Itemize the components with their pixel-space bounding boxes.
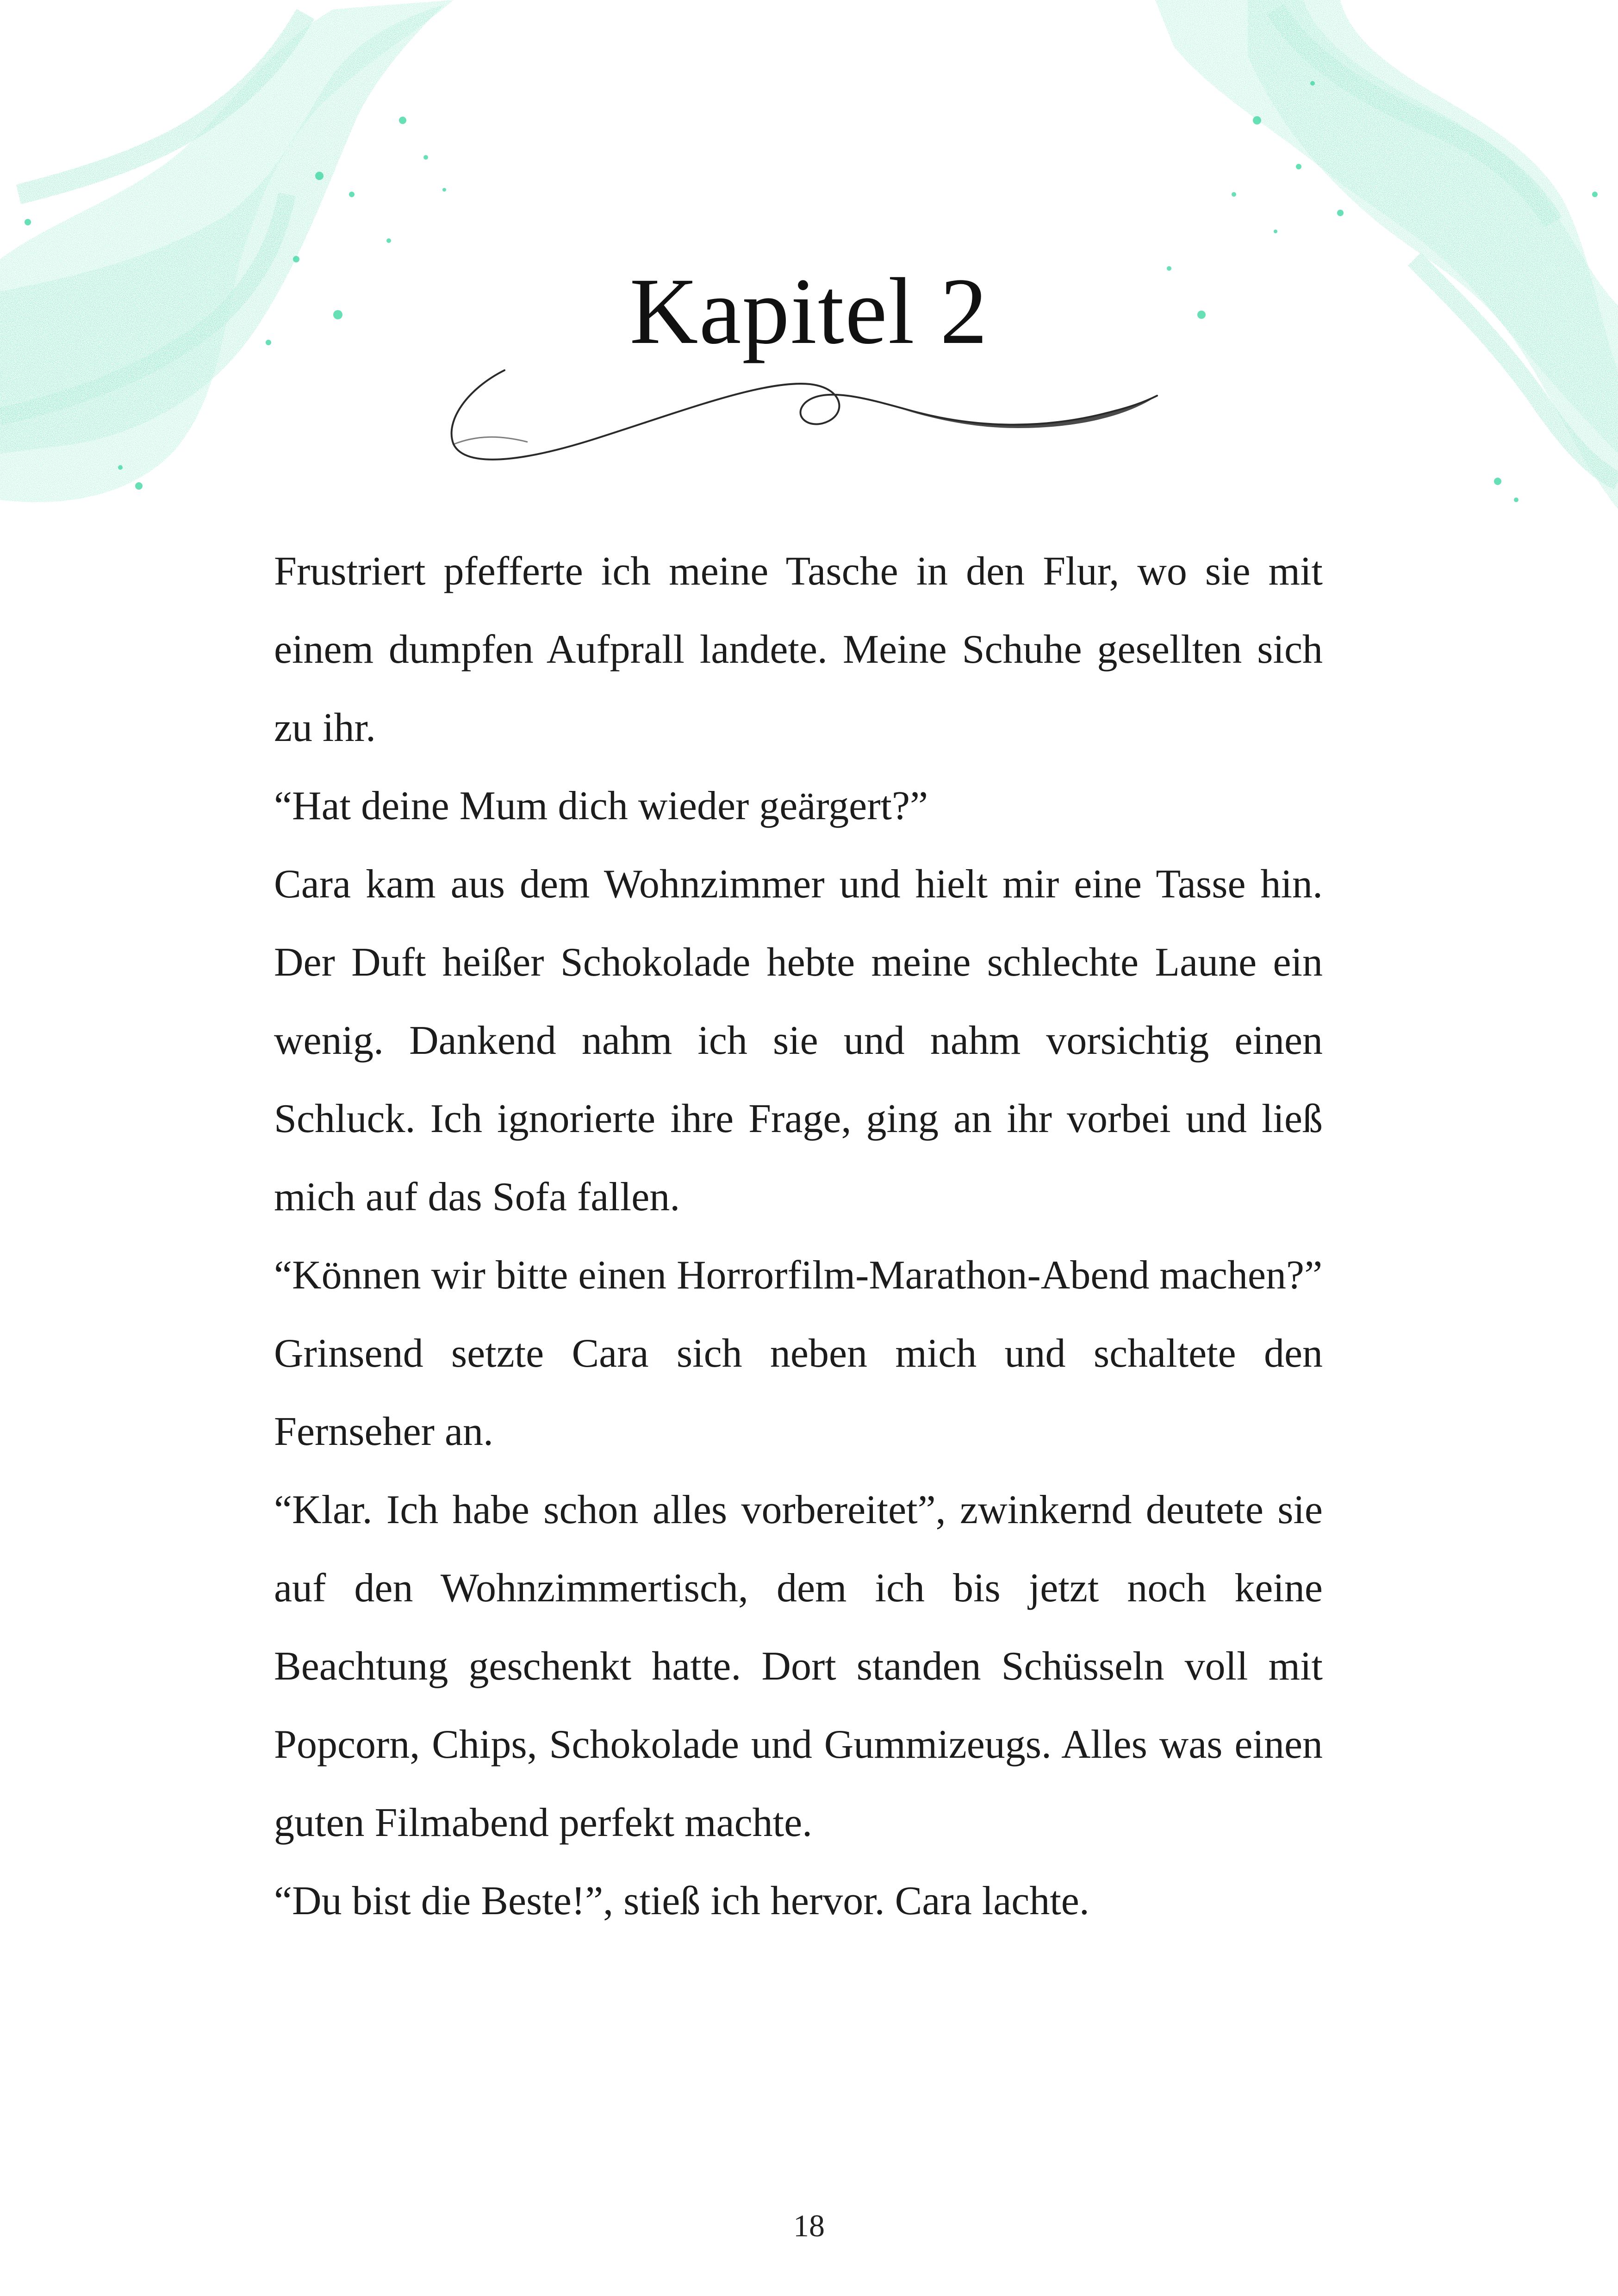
chapter-title: Kapitel 2	[629, 259, 989, 364]
paragraph: Frustriert pfefferte ich meine Tasche in den Flur, wo sie mit einem dumpfen Aufprall landete. Meine Schuhe gesellten sich zu ihr.	[274, 549, 1323, 750]
paragraph: “Können wir bitte einen Horrorfilm-Marathon-Abend machen?”	[274, 1253, 1323, 1298]
paragraph: “Hat deine Mum dich wieder geärgert?”	[274, 784, 928, 828]
paragraph: Cara kam aus dem Wohnzimmer und hielt mir eine Tasse hin. Der Duft heißer Schokolade hebte meine schlechte Laune ein wenig. Dankend nahm ich sie und nahm vorsichtig einen Schluck. Ich ignorierte ihre Frage, ging an ihr vorbei und ließ mich auf das Sofa fallen.	[274, 862, 1323, 1220]
flourish-divider	[440, 342, 1180, 481]
paragraph: “Du bist die Beste!”, stieß ich hervor. Cara lachte.	[274, 1879, 1089, 1923]
paragraph: “Klar. Ich habe schon alles vorbereitet”, zwinkernd deutete sie auf den Wohnzimmertisch, dem ich bis jetzt noch keine Beachtung geschenkt hatte. Dort standen Schüsseln voll mit Popcorn, Chips, Schokolade und Gummizeugs. Alles was einen guten Filmabend perfekt machte.	[274, 1487, 1323, 1845]
page-number: 18	[793, 2208, 825, 2243]
chapter-body	[274, 532, 1323, 1940]
paragraph: Grinsend setzte Cara sich neben mich und schaltete den Fernseher an.	[274, 1331, 1323, 1454]
